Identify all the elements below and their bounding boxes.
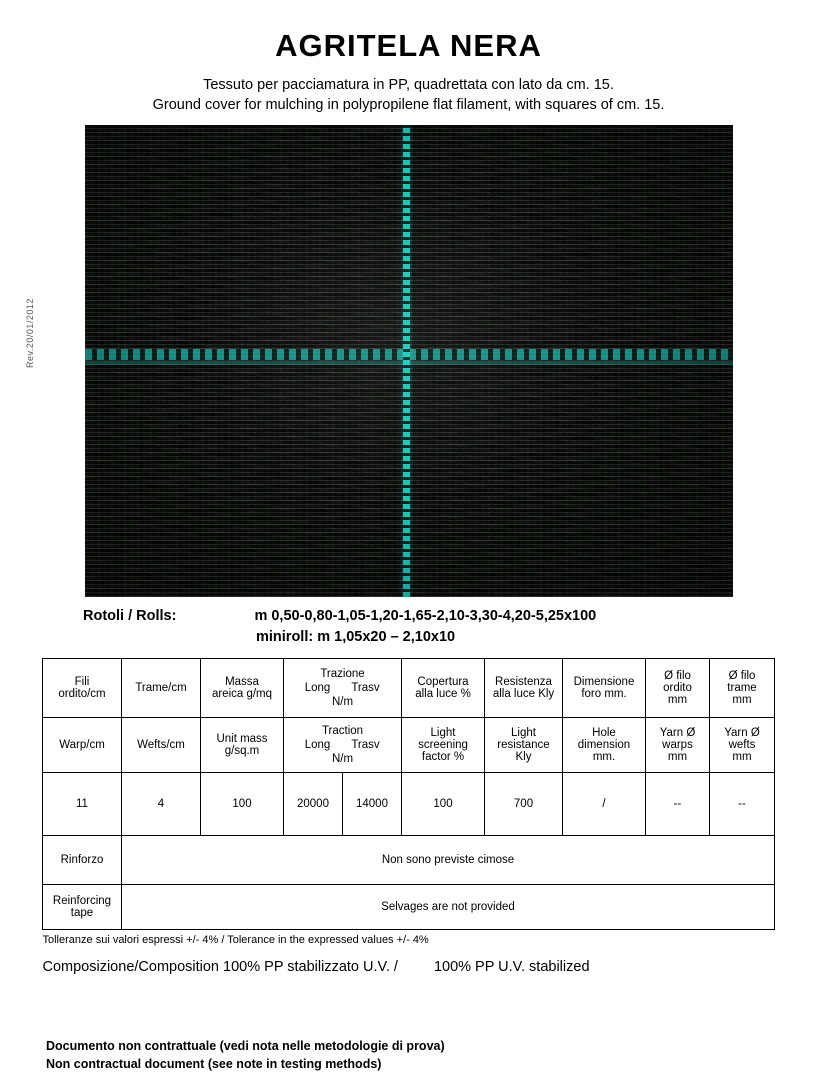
header-traction-it-title: Trazione — [320, 667, 365, 680]
subtitle-italian: Tessuto per pacciamatura in PP, quadrettata con lato da cm. 15. — [203, 77, 614, 93]
subtitle-block — [0, 76, 817, 115]
value-light-screening: 100 — [402, 773, 485, 836]
photo-vignette — [85, 125, 733, 597]
specification-table — [42, 658, 775, 930]
value-yarn-wefts: -- — [710, 773, 775, 836]
tolerance-note: Tolleranze sui valori espressi +/- 4% / Tolerance in the expressed values +/- 4% — [42, 934, 429, 947]
value-yarn-warps: -- — [646, 773, 710, 836]
header-unit-mass-it: Massa areica g/mq — [201, 659, 284, 718]
composition-label: Composizione/Composition 100% PP stabilizzato U.V. / — [42, 959, 398, 976]
header-traction-en-title: Traction — [321, 724, 364, 737]
header-yarn-warps-en: Yarn Ø warps mm — [646, 718, 710, 773]
header-traction-en-trasv: Trasv — [351, 738, 380, 751]
value-traction-trasv: 14000 — [343, 773, 402, 836]
table-header-row-italian — [43, 659, 775, 718]
rolls-label: Rotoli / Rolls: — [83, 608, 177, 625]
header-light-resistance-it: Resistenza alla luce Kly — [485, 659, 563, 718]
product-photo — [85, 125, 733, 597]
header-traction-it-trasv: Trasv — [351, 681, 380, 694]
footer-line-english: Non contractual document (see note in testing methods) — [46, 1057, 382, 1072]
header-light-screening-en: Light screening factor % — [402, 718, 485, 773]
value-traction-long: 20000 — [284, 773, 343, 836]
footer-line-italian: Documento non contrattuale (vedi nota nelle metodologie di prova) — [46, 1038, 445, 1053]
composition-line — [43, 959, 775, 975]
value-unit-mass: 100 — [201, 773, 284, 836]
header-warp-en: Warp/cm — [43, 718, 122, 773]
reinforcing-row-english — [43, 885, 775, 930]
header-wefts-en: Wefts/cm — [122, 718, 201, 773]
header-traction-it — [284, 659, 402, 718]
composition-value: 100% PP U.V. stabilized — [433, 959, 590, 976]
header-yarn-warps-it: Ø filo ordito mm — [646, 659, 710, 718]
table-values-row — [43, 773, 775, 836]
header-unit-mass-en: Unit mass g/sq.m — [201, 718, 284, 773]
header-hole-dimension-en: Hole dimension mm. — [563, 718, 646, 773]
document-page — [0, 28, 817, 1088]
revision-marker: Rev.20/01/2012 — [25, 298, 35, 368]
reinforcing-value-en: Selvages are not provided — [122, 885, 775, 930]
header-yarn-wefts-it: Ø filo trame mm — [710, 659, 775, 718]
footer-disclaimer — [46, 1037, 445, 1075]
header-yarn-wefts-en: Yarn Ø wefts mm — [710, 718, 775, 773]
reinforcing-value-it: Non sono previste cimose — [122, 836, 775, 885]
header-hole-dimension-it: Dimensione foro mm. — [563, 659, 646, 718]
rolls-info — [0, 606, 817, 648]
header-traction-en-unit: N/m — [331, 753, 354, 766]
reinforcing-label-en: Reinforcing tape — [43, 885, 122, 930]
rolls-sizes: m 0,50-0,80-1,05-1,20-1,65-2,10-3,30-4,20-5,25x100 — [254, 608, 597, 625]
reinforcing-label-it: Rinforzo — [43, 836, 122, 885]
page-title: AGRITELA NERA — [275, 28, 542, 63]
header-wefts-it: Trame/cm — [122, 659, 201, 718]
header-traction-en-long: Long — [304, 738, 331, 751]
header-traction-it-unit: N/m — [331, 696, 354, 709]
value-wefts: 4 — [122, 773, 201, 836]
rolls-miniroll: miniroll: m 1,05x20 – 2,10x10 — [256, 629, 456, 646]
header-traction-it-long: Long — [304, 681, 331, 694]
value-warp: 11 — [43, 773, 122, 836]
header-light-resistance-en: Light resistance Kly — [485, 718, 563, 773]
header-warp-it: Fili ordito/cm — [43, 659, 122, 718]
value-hole-dimension: / — [563, 773, 646, 836]
header-light-screening-it: Copertura alla luce % — [402, 659, 485, 718]
table-header-row-english — [43, 718, 775, 773]
value-light-resistance: 700 — [485, 773, 563, 836]
reinforcing-row-italian — [43, 836, 775, 885]
header-traction-en — [284, 718, 402, 773]
subtitle-english: Ground cover for mulching in polypropilene flat filament, with squares of cm. 15. — [152, 96, 665, 113]
